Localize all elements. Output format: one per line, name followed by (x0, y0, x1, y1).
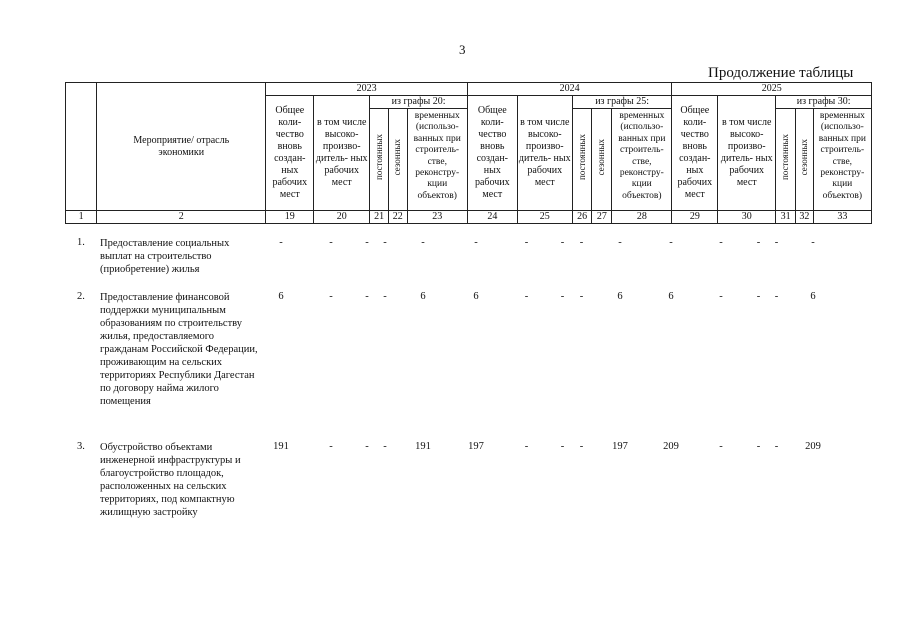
header-permanent: постоянных (572, 109, 592, 211)
value-cell: 6 (668, 291, 674, 302)
col-number: 20 (314, 211, 370, 224)
col-number: 21 (370, 211, 389, 224)
data-table (65, 82, 872, 224)
header-temporary: временных (использо- ванных при строитель- стве, реконстру- кции объектов) (407, 109, 467, 211)
header-year-2023: 2023 (266, 83, 467, 96)
row-activity: Предоставление финансовой поддержки муниципальным образованиям по строительству жилья, предоставляемого гражданам Российской Федерации, проживающим на сельских территориях Республики Дагестан по договору найма жилого помещения (100, 292, 258, 407)
value-cell: - (719, 291, 723, 302)
header-of-col-30: из графы 30: (776, 96, 872, 109)
col-number: 19 (266, 211, 314, 224)
value-cell: - (279, 237, 283, 248)
value-cell: 209 (805, 441, 821, 452)
header-of-col-25: из графы 25: (572, 96, 672, 109)
value-cell: - (365, 237, 369, 248)
value-cell: - (579, 291, 584, 302)
row-index: 2. (77, 291, 85, 302)
value-cell: - (774, 291, 779, 302)
value-cell: 6 (473, 291, 479, 302)
header-incl: в том числе высоко- произво- дитель- ных рабочих мест (718, 96, 776, 211)
value-cell: - (329, 441, 333, 452)
col-number: 1 (66, 211, 97, 224)
col-number: 24 (467, 211, 517, 224)
value-cell: - (719, 441, 723, 452)
value-cell: - (579, 441, 584, 452)
header-total: Общее коли- чество вновь создан- ных рабочих мест (266, 96, 314, 211)
value-cell: - (524, 441, 529, 452)
value-cell: 197 (468, 441, 484, 452)
col-number: 26 (572, 211, 592, 224)
row-index: 1. (77, 237, 85, 248)
value-cell: 6 (420, 291, 426, 302)
row-activity: Обустройство объектами инженерной инфраструктуры и благоустройство площадок, расположенных на сельских территориях, под компактную жилищную застройку (100, 442, 241, 518)
continuation-title: Продолжение таблицы (708, 65, 854, 81)
value-cell: 191 (415, 441, 431, 452)
header-incl: в том числе высоко- произво- дитель- ных рабочих мест (314, 96, 370, 211)
value-cell: - (618, 237, 622, 248)
value-cell: - (524, 237, 529, 248)
header-incl: в том числе высоко- произво- дитель- ных рабочих мест (517, 96, 572, 211)
col-number: 2 (97, 211, 266, 224)
value-cell: - (421, 237, 425, 248)
value-cell: - (756, 237, 761, 248)
header-seasonal: сезонных (592, 109, 612, 211)
value-cell: - (579, 237, 584, 248)
value-cell: - (756, 441, 761, 452)
value-cell: - (474, 237, 478, 248)
value-cell: - (669, 237, 673, 248)
header-year-2024: 2024 (467, 83, 672, 96)
col-number: 27 (592, 211, 612, 224)
header-total: Общее коли- чество вновь создан- ных рабочих мест (467, 96, 517, 211)
header-temporary: временных (использо- ванных при строитель- стве, реконстру- кции объектов) (813, 109, 871, 211)
value-cell: - (811, 237, 815, 248)
col-number: 33 (813, 211, 871, 224)
value-cell: - (560, 237, 565, 248)
page-number: 3 (459, 42, 466, 57)
col-number: 32 (796, 211, 814, 224)
header-temporary: временных (использо- ванных при строитель- стве, реконстру- кции объектов) (612, 109, 672, 211)
value-cell: - (383, 441, 387, 452)
value-cell: 197 (612, 441, 628, 452)
value-cell: - (719, 237, 723, 248)
header-permanent: постоянных (776, 109, 796, 211)
header-year-2025: 2025 (672, 83, 872, 96)
header-num-cell (66, 83, 97, 211)
value-cell: - (774, 237, 779, 248)
value-cell: 6 (278, 291, 284, 302)
value-cell: - (524, 291, 529, 302)
value-cell: - (329, 237, 333, 248)
col-number: 22 (388, 211, 407, 224)
row-index: 3. (77, 441, 85, 452)
header-of-col-20: из графы 20: (370, 96, 468, 109)
value-cell: - (560, 291, 565, 302)
col-number: 28 (612, 211, 672, 224)
value-cell: - (329, 291, 333, 302)
value-cell: 6 (810, 291, 816, 302)
value-cell: 6 (617, 291, 623, 302)
value-cell: 209 (663, 441, 679, 452)
value-cell: - (383, 237, 387, 248)
value-cell: - (774, 441, 779, 452)
header-seasonal: сезонных (388, 109, 407, 211)
value-cell: 191 (273, 441, 289, 452)
row-activity: Предоставление социальных выплат на строительство (приобретение) жилья (100, 238, 230, 275)
col-number: 23 (407, 211, 467, 224)
value-cell: - (365, 441, 369, 452)
value-cell: - (560, 441, 565, 452)
col-number: 30 (718, 211, 776, 224)
header-total: Общее коли- чество вновь создан- ных рабочих мест (672, 96, 718, 211)
col-number: 29 (672, 211, 718, 224)
value-cell: - (365, 291, 369, 302)
header-permanent: постоянных (370, 109, 389, 211)
header-activity: Мероприятие/ отрасль экономики (97, 83, 266, 211)
col-number: 31 (776, 211, 796, 224)
value-cell: - (383, 291, 387, 302)
header-seasonal: сезонных (796, 109, 814, 211)
value-cell: - (756, 291, 761, 302)
col-number: 25 (517, 211, 572, 224)
